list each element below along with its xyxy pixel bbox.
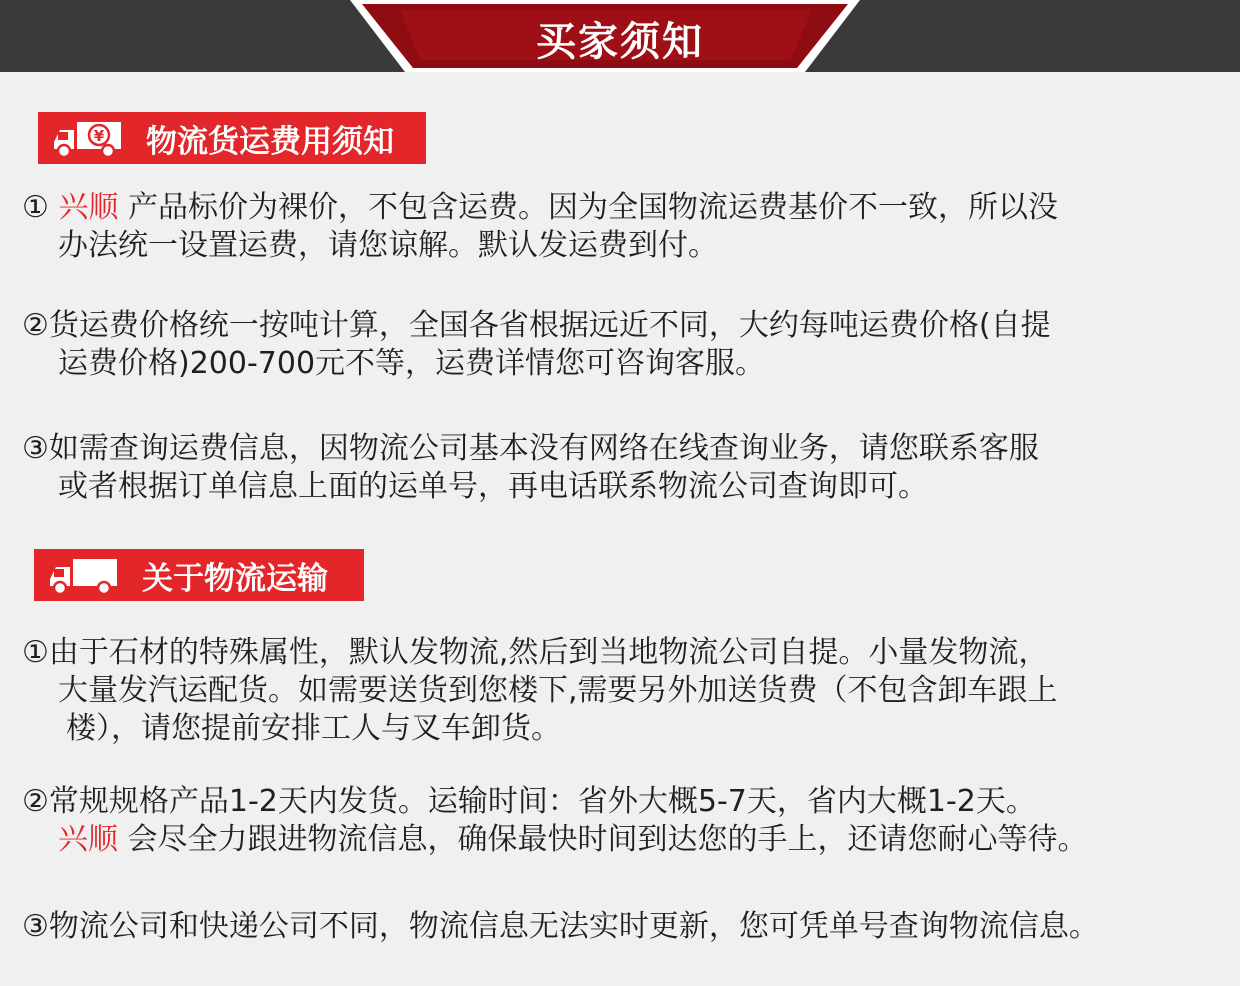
section-title: 物流货运费用须知 [146, 123, 394, 160]
truck-yen-icon [50, 118, 130, 158]
brand-name: 兴顺 [58, 822, 118, 857]
list-item: ②常规规格产品1-2天内发货。运输时间：省外大概5-7天，省内大概1-2天。 兴顺 会尽全力跟进物流信息，确保最快时间到达您的手上，还请您耐心等待。 [22, 784, 1088, 857]
svg-text:¥: ¥ [93, 127, 105, 145]
list-item: ①由于石材的特殊属性，默认发物流,然后到当地物流公司自提。小量发物流， 大量发汽运配货。如需要送货到您楼下,需要另外加送货费（不包含卸车跟上 楼），请您提前安排工人与叉车卸货。 [22, 635, 1058, 746]
page-title: 买家须知 [536, 19, 704, 65]
brand-name: 兴顺 [58, 190, 119, 225]
section-title: 关于物流运输 [142, 560, 328, 597]
list-item: ③如需查询运费信息，因物流公司基本没有网络在线查询业务，请您联系客服 或者根据订单信息上面的运单号，再电话联系物流公司查询即可。 [22, 431, 1039, 504]
truck-icon [46, 555, 126, 595]
list-item: ③物流公司和快递公司不同，物流信息无法实时更新，您可凭单号查询物流信息。 [22, 909, 1099, 944]
list-item: ① 兴顺 产品标价为裸价，不包含运费。因为全国物流运费基价不一致，所以没 办法统一设置运费，请您谅解。默认发运费到付。 [22, 190, 1058, 263]
section-label-freight-fees [38, 112, 426, 164]
list-item: ②货运费价格统一按吨计算，全国各省根据远近不同，大约每吨运费价格(自提 运费价格)200-700元不等，运费详情您可咨询客服。 [22, 308, 1051, 381]
section-label-logistics [34, 549, 364, 601]
